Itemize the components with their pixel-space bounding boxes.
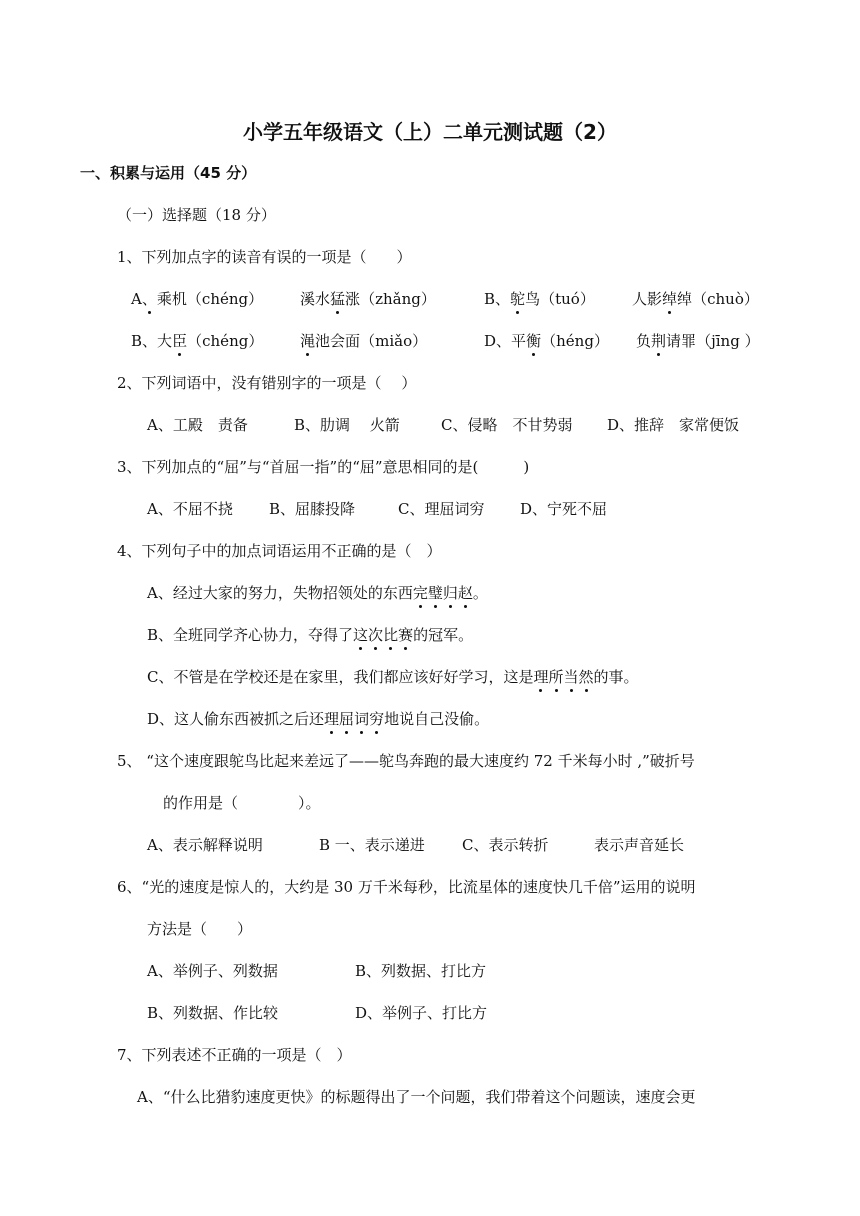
q4-b-text: B、全班同学齐心协力，夺得了 <box>147 626 354 644</box>
emphasis-char: 比 <box>383 626 399 644</box>
emphasis-char: 荆 <box>651 332 667 350</box>
q3-option-a: A、不屈不挠 <box>147 500 233 518</box>
q5-option-c: C、表示转折 <box>462 836 549 854</box>
question-3-stem: 3、下列加点的“屈”与“首屈一指”的“屈”意思相同的是( ) <box>117 458 530 476</box>
q1-option-b: B、鸵鸟（tuó） <box>484 290 595 308</box>
q6-option-b: B、列数据、打比方 <box>355 962 487 980</box>
q3-option-c: C、理屈词穷 <box>398 500 485 518</box>
question-7-stem: 7、下列表述不正确的一项是（ ） <box>117 1046 352 1064</box>
q4-b-text-end: 的冠军。 <box>413 626 474 644</box>
q1-option-c2: 渑池会面（miǎo） <box>300 332 428 350</box>
emphasis-char: 次 <box>368 626 384 644</box>
q3-option-d: D、宁死不屈 <box>520 500 608 518</box>
question-5-stem-cont: 的作用是（ ）。 <box>163 794 321 812</box>
emphasis-char: 鸵 <box>510 290 526 308</box>
section-heading: 一、积累与运用（45 分） <box>80 164 257 182</box>
emphasis-char: 理 <box>324 710 340 728</box>
emphasis-char: 渑 <box>300 332 316 350</box>
emphasis-char: 绰 <box>662 290 678 308</box>
question-2-stem: 2、下列词语中，没有错别字的一项是（ ） <box>117 374 417 392</box>
q1-option-b2: 人影绰绰（chuò） <box>632 290 759 308</box>
emphasis-char: 、 <box>141 290 157 308</box>
q6-option-c: B、列数据、作比较 <box>147 1004 279 1022</box>
q6-option-a: A、举例子、列数据 <box>147 962 278 980</box>
q5-option-a: A、表示解释说明 <box>147 836 263 854</box>
emphasis-char: 这 <box>353 626 369 644</box>
q6-option-d: D、举例子、打比方 <box>355 1004 488 1022</box>
emphasis-char: 赵 <box>457 584 473 602</box>
q4-a-text: A、经过大家的努力，失物招领处的东西 <box>147 584 413 602</box>
emphasis-char: 衡 <box>526 332 542 350</box>
page-title: 小学五年级语文（上）二单元测试题（2） <box>243 120 617 144</box>
q4-option-c <box>147 666 639 688</box>
emphasis-char: 臣 <box>172 332 188 350</box>
q1-option-a <box>131 288 263 310</box>
q4-c-dotted-word <box>533 668 593 686</box>
q1-option-a-1: A、乘机（chéng） <box>131 290 264 308</box>
emphasis-char: 猛 <box>330 290 346 308</box>
part-heading: （一）选择题（18 分） <box>117 206 276 224</box>
q4-option-d <box>147 708 489 730</box>
q1-option-d2: 负荆请罪（jīng ） <box>636 332 760 350</box>
emphasis-char: 词 <box>354 710 370 728</box>
q3-option-b: B、屈膝投降 <box>269 500 356 518</box>
q4-a-text-end: 。 <box>472 584 488 602</box>
q4-d-text: D、这人偷东西被抓之后还 <box>147 710 325 728</box>
question-5-stem: 5、 “这个速度跟鸵鸟比起来差远了——鸵鸟奔跑的最大速度约 72 千米每小时 ,”破折号 <box>117 752 695 770</box>
emphasis-char: 然 <box>578 668 594 686</box>
emphasis-char: 穷 <box>369 710 385 728</box>
q2-option-c: C、侵略 不甘势弱 <box>441 416 573 434</box>
q4-c-text-end: 的事。 <box>593 668 639 686</box>
q2-option-a: A、工殿 责备 <box>147 416 248 434</box>
q4-b-dotted-word <box>353 626 413 644</box>
q5-option-b: B 一、表示递进 <box>319 836 425 854</box>
q4-a-dotted-word <box>413 584 473 602</box>
q4-c-text: C、不管是在学校还是在家里，我们都应该好好学习，这是 <box>147 668 534 686</box>
q7-option-a: A、“什么比猎豹速度更快》的标题得出了一个问题，我们带着这个问题读，速度会更 <box>137 1088 696 1106</box>
q4-d-dotted-word <box>324 710 384 728</box>
q5-option-d: 表示声音延长 <box>594 836 685 854</box>
question-4-stem: 4、下列句子中的加点词语运用不正确的是（ ） <box>117 542 442 560</box>
q1-option-a2: 溪水猛涨（zhǎng） <box>300 290 436 308</box>
emphasis-char: 璧 <box>427 584 443 602</box>
emphasis-char: 当 <box>563 668 579 686</box>
q1-option-d: D、平衡（héng） <box>484 332 609 350</box>
question-6-stem: 6、“光的速度是惊人的，大约是 30 万千米每秒，比流星体的速度快几千倍”运用的说明 <box>117 878 696 896</box>
q2-option-b: B、肋调 火箭 <box>294 416 400 434</box>
q4-option-b <box>147 624 473 646</box>
question-1-stem: 1、下列加点字的读音有误的一项是（ ） <box>117 248 412 266</box>
emphasis-char: 理 <box>533 668 549 686</box>
emphasis-char: 归 <box>442 584 458 602</box>
q4-option-a <box>147 582 488 604</box>
emphasis-char: 屈 <box>339 710 355 728</box>
q1-option-c: B、大臣（chéng） <box>131 332 264 350</box>
emphasis-char: 赛 <box>398 626 414 644</box>
emphasis-char: 所 <box>548 668 564 686</box>
emphasis-char: 完 <box>412 584 428 602</box>
question-6-stem-cont: 方法是（ ） <box>147 920 253 938</box>
q2-option-d: D、推辞 家常便饭 <box>607 416 740 434</box>
q4-d-text-end: 地说自己没偷。 <box>384 710 490 728</box>
